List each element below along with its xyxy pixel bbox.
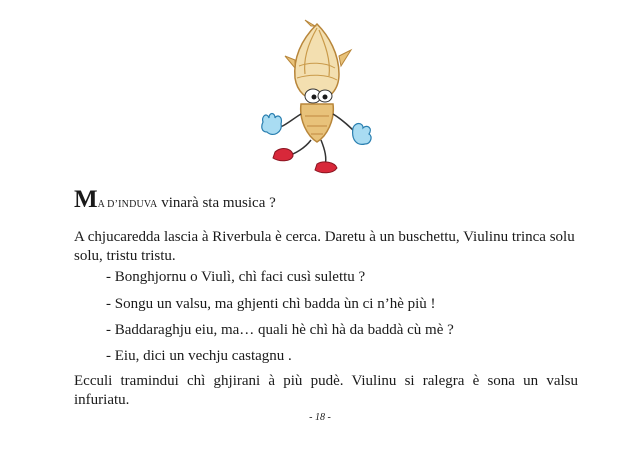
dialogue-line-4: - Eiu, dici un vechju castagnu .: [106, 348, 292, 364]
small-caps-text: A D’INDUVA: [97, 199, 158, 210]
seashell-character-illustration: [255, 16, 375, 176]
chapter-opening-line: [74, 186, 578, 214]
dialogue-line-1: - Bonghjornu o Viulì, chì faci cusì sulettu ?: [106, 269, 366, 285]
dialogue-line-2: - Songu un valsu, ma ghjenti chì badda ùn ci n’hè più !: [106, 296, 436, 312]
page-number: - 18 -: [309, 412, 331, 423]
dialogue-line-3: - Baddaraghju eiu, ma… quali hè chì hà da baddà cù mè ?: [106, 322, 454, 338]
drop-cap: M: [74, 186, 98, 213]
paragraph-1: A chjucaredda lascia à Riverbula è cerca. Daretu à un buschettu, Viulinu trinca solu solu, tristu tristu.: [74, 229, 575, 264]
paragraph-2: Ecculi tramindui chì ghjirani à più pudè. Viulinu si ralegra è sona un valsu infuriatu.: [74, 373, 578, 408]
opening-line-rest: vinarà sta musica ?: [157, 195, 276, 211]
